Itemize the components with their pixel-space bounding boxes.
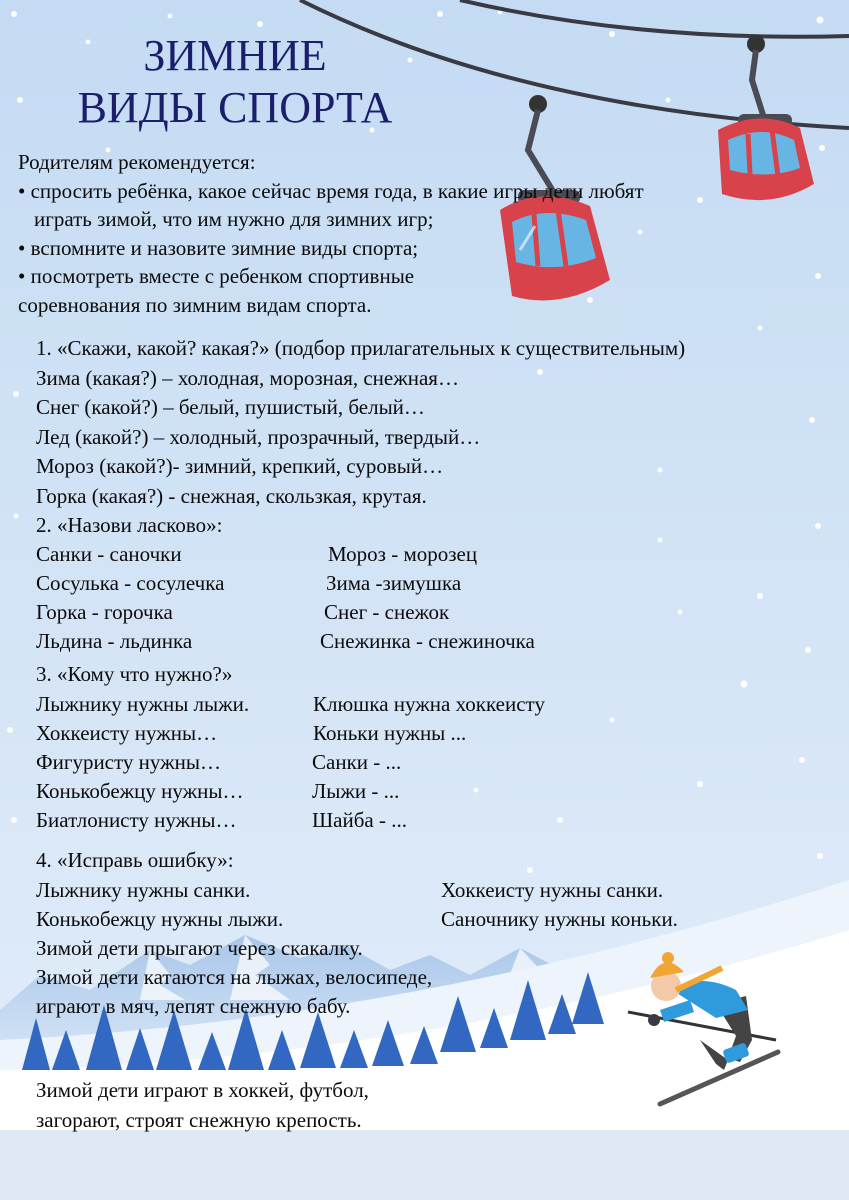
word-pair: Сосулька - сосулечка: [36, 571, 225, 595]
task-2: [36, 511, 636, 659]
task-row-right: Лыжи - ...: [312, 779, 400, 803]
parents-recommendations: [18, 148, 644, 319]
task-line: Зимой дети играют в хоккей, футбол,: [36, 1078, 369, 1102]
intro-line: • спросить ребёнка, какое сейчас время года, в какие игры дети любят: [18, 178, 644, 203]
task-row-right: Клюшка нужна хоккеисту: [313, 692, 545, 716]
task-4-final: [36, 1076, 369, 1135]
task-row-right: Хоккеисту нужны санки.: [441, 878, 664, 902]
title-line-2: ВИДЫ СПОРТА: [77, 83, 393, 132]
word-pair: Льдина - льдинка: [36, 629, 193, 653]
task-row-right: Коньки нужны ...: [313, 721, 467, 745]
task-row-left: Хоккеисту нужны…: [36, 721, 218, 745]
intro-line: Родителям рекомендуется:: [18, 150, 256, 174]
task-heading: 3. «Кому что нужно?»: [36, 662, 233, 686]
intro-line: • посмотреть вместе с ребенком спортивные: [18, 264, 415, 288]
task-line: Горка (какая?) - снежная, скользкая, крутая.: [36, 483, 427, 508]
task-3: [36, 660, 636, 840]
task-row-right: Шайба - ...: [312, 808, 407, 832]
word-pair: Снежинка - снежиночка: [320, 629, 535, 653]
page-title: [0, 30, 470, 134]
word-pair: Снег - снежок: [324, 600, 450, 624]
task-line: Лед (какой?) – холодный, прозрачный, твердый…: [36, 424, 481, 449]
task-heading: 1. «Скажи, какой? какая?» (подбор прилагательных к существительным): [36, 336, 686, 360]
task-line: Зима (какая?) – холодная, морозная, снежная…: [36, 365, 459, 390]
task-row-left: Лыжнику нужны лыжи.: [36, 692, 250, 716]
task-row-left: Фигуристу нужны…: [36, 750, 221, 774]
task-line: Снег (какой?) – белый, пушистый, белый…: [36, 395, 425, 419]
intro-line: соревнования по зимним видам спорта.: [18, 292, 372, 317]
title-line-1: ЗИМНИЕ: [143, 31, 327, 80]
word-pair: Мороз - морозец: [328, 542, 478, 566]
task-line: Мороз (какой?)- зимний, крепкий, суровый…: [36, 454, 444, 478]
task-line: Зимой дети катаются на лыжах, велосипеде,: [36, 965, 433, 989]
task-heading: 2. «Назови ласково»:: [36, 513, 223, 537]
task-row-left: Лыжнику нужны санки.: [36, 878, 251, 902]
word-pair: Горка - горочка: [36, 600, 173, 624]
task-4: [36, 846, 756, 1026]
task-heading: 4. «Исправь ошибку»:: [36, 848, 234, 872]
task-line: загорают, строят снежную крепость.: [36, 1107, 362, 1132]
task-line: играют в мяч, лепят снежную бабу.: [36, 994, 351, 1018]
word-pair: Зима -зимушка: [326, 571, 462, 595]
word-pair: Санки - саночки: [36, 542, 182, 566]
task-row-right: Санки - ...: [312, 750, 402, 774]
task-1: [36, 334, 685, 511]
task-row-left: Биатлонисту нужны…: [36, 808, 237, 832]
task-row-left: Конькобежцу нужны лыжи.: [36, 907, 284, 931]
task-row-right: Саночнику нужны коньки.: [441, 907, 678, 931]
intro-line: • вспомните и назовите зимние виды спорта;: [18, 235, 419, 260]
intro-line: играть зимой, что им нужно для зимних игр;: [34, 207, 434, 231]
task-row-left: Конькобежцу нужны…: [36, 779, 244, 803]
task-line: Зимой дети прыгают через скакалку.: [36, 936, 363, 960]
